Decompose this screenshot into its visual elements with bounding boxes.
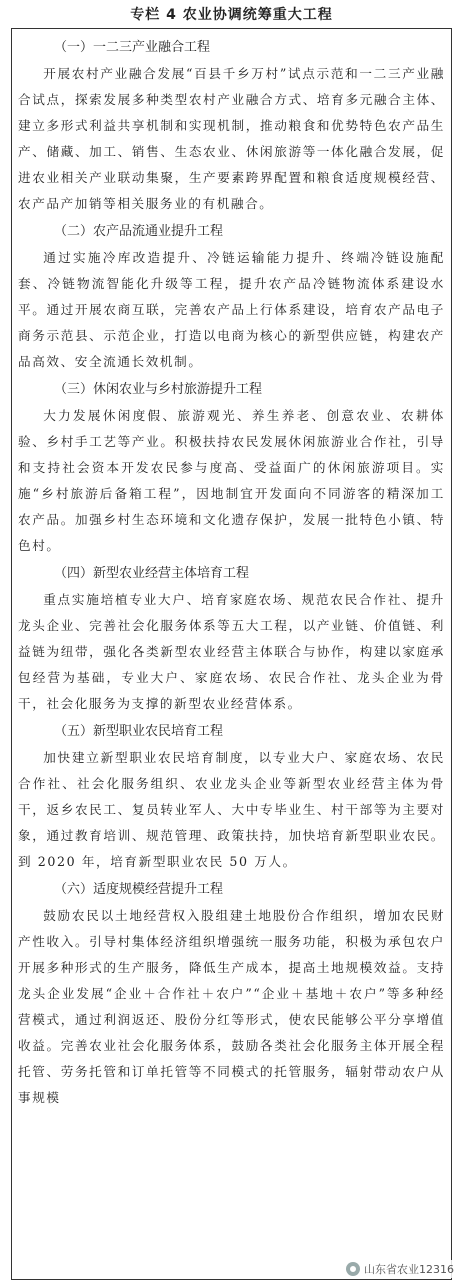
section-title: （六）适度规模经营提升工程 — [54, 882, 224, 897]
section-title: （四）新型农业经营主体培育工程 — [54, 566, 250, 581]
wechat-icon — [346, 1262, 360, 1276]
section-title: （二）农产品流通业提升工程 — [54, 224, 224, 239]
section-body: 开展农村产业融合发展“百县千乡万村”试点示范和一二三产业融合试点，探索发展多种类型农村产业融合方式、培育多元融合主体、建立多形式利益共享机制和实现机制，推动粮食和优势特色农产品生产、储藏、加工、销售、生态农业、休闲旅游等一体化融合发展，促进农业相关产业联动集聚，生产要素跨界配置和粮食适度规模经营、农产品产加销等相关服务业的有机融合。 — [18, 66, 445, 211]
watermark — [343, 1260, 457, 1278]
watermark-text: 山东省农业12316 — [364, 1263, 454, 1276]
section-6 — [18, 877, 445, 1111]
section-body: 大力发展休闲度假、旅游观光、养生养老、创意农业、农耕体验、乡村手工艺等产业。积极扶持农民发展休闲旅游业合作社，引导和支持社会资本开发农民参与度高、受益面广的休闲旅游项目。实施“乡村旅游后备箱工程”，因地制宜开发面向不同游客的精深加工农产品。加强乡村生态环境和文化遗存保护，发展一批特色小镇、特色村。 — [18, 408, 445, 553]
column-caption: 专栏 4 农业协调统筹重大工程 — [130, 7, 333, 23]
section-body: 鼓励农民以土地经营权入股组建土地股份合作组织，增加农民财产性收入。引导村集体经济组织增强统一服务功能，积极为承包农户开展多种形式的生产服务，降低生产成本，提高土地规模效益。支持龙头企业发展“企业＋合作社＋农户”“企业＋基地＋农户”等多种经营模式，通过利润返还、股份分红等形式，使农民能够公平分享增值收益。完善农业社会化服务体系，鼓励各类社会化服务主体开展全程托管、劳务托管和订单托管等不同模式的托管服务，辐射带动农户从事规模 — [18, 908, 445, 1105]
section-3 — [18, 377, 445, 559]
section-2 — [18, 219, 445, 375]
section-5 — [18, 719, 445, 875]
section-title: （五）新型职业农民培育工程 — [54, 724, 224, 739]
column-box — [11, 28, 452, 1280]
section-title: （一）一二三产业融合工程 — [54, 40, 211, 55]
section-1 — [18, 35, 445, 217]
section-body: 加快建立新型职业农民培育制度，以专业大户、家庭农场、农民合作社、社会化服务组织、农业龙头企业等新型农业经营主体为骨干，返乡农民工、复员转业军人、大中专毕业生、村干部等为主要对象，通过教育培训、规范管理、政策扶持，加快培育新型职业农民。到 2020 年，培育新型职业农民 50 万人。 — [18, 750, 445, 869]
section-body: 重点实施培植专业大户、培育家庭农场、规范农民合作社、提升龙头企业、完善社会化服务体系等五大工程，以产业链、价值链、利益链为纽带，强化各类新型农业经营主体联合与协作，构建以家庭承包经营为基础，专业大户、家庭农场、农民合作社、龙头企业为骨干，社会化服务为支撑的新型农业经营体系。 — [18, 592, 445, 711]
section-body: 通过实施冷库改造提升、冷链运输能力提升、终端冷链设施配套、冷链物流智能化升级等工程，提升农产品冷链物流体系建设水平。通过开展农商互联，完善农产品上行体系建设，培育农产品电子商务示范县、示范企业，打造以电商为核心的新型供应链，构建农产品高效、安全流通长效机制。 — [18, 250, 445, 369]
section-title: （三）休闲农业与乡村旅游提升工程 — [54, 382, 263, 397]
section-4 — [18, 561, 445, 717]
